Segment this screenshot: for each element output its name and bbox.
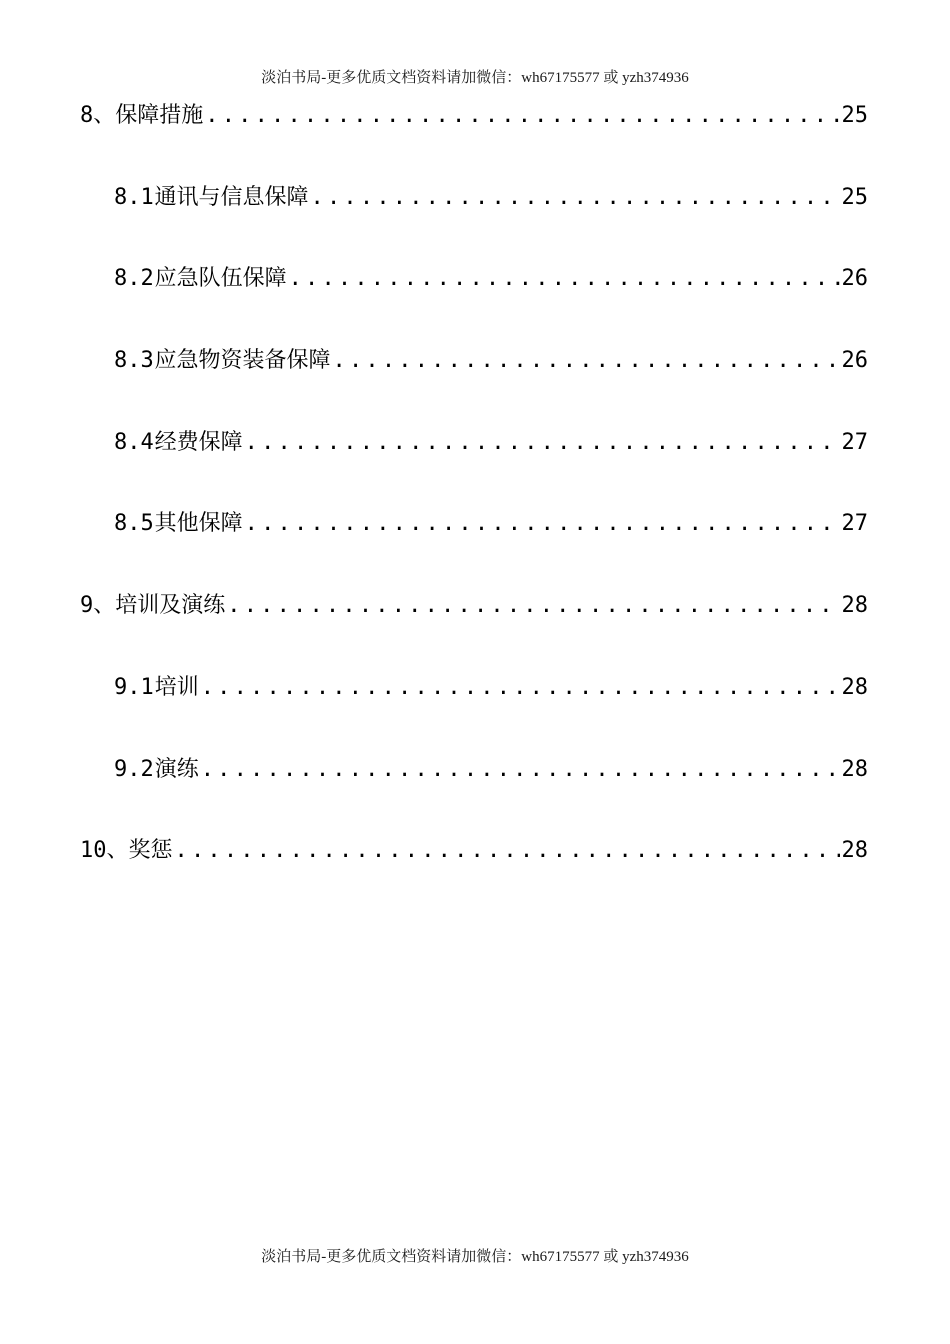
toc-entry-page-number: 25 <box>841 184 868 210</box>
toc-entry-title: 通讯与信息保障 <box>154 184 309 210</box>
dot-leader <box>311 185 840 210</box>
toc-entry-number: 10、 <box>80 838 129 864</box>
dot-leader <box>175 838 840 863</box>
toc-entry[interactable] <box>80 588 868 670</box>
toc-entry[interactable] <box>80 261 868 343</box>
toc-entry-page-number: 27 <box>841 511 868 537</box>
toc-entry-number: 9.1 <box>114 674 154 700</box>
toc-entry-number: 9.2 <box>114 756 154 782</box>
toc-entry-number: 8.3 <box>114 348 154 374</box>
toc-entry-title: 奖惩 <box>128 838 173 864</box>
toc-entry-page-number: 28 <box>841 838 868 864</box>
toc-entry-number: 8.5 <box>114 511 154 537</box>
toc-entry-number: 9、 <box>80 593 116 619</box>
toc-entry-number: 8.2 <box>114 266 154 292</box>
toc-entry[interactable] <box>80 670 868 752</box>
dot-leader <box>227 593 839 618</box>
toc-entry[interactable] <box>80 752 868 834</box>
dot-leader <box>245 430 840 455</box>
page-footer: 淡泊书局-更多优质文档资料请加微信：wh67175577 或 yzh374936 <box>261 1249 689 1265</box>
toc-entry[interactable] <box>80 98 868 180</box>
toc-entry[interactable] <box>80 506 868 588</box>
dot-leader <box>289 266 840 291</box>
toc-entry[interactable] <box>80 180 868 262</box>
toc-entry-title: 培训 <box>154 674 199 700</box>
toc-entry[interactable] <box>80 343 868 425</box>
dot-leader <box>201 675 840 700</box>
dot-leader <box>333 348 840 373</box>
table-of-contents <box>80 98 868 915</box>
dot-leader <box>205 103 839 128</box>
toc-entry-page-number: 25 <box>841 103 868 128</box>
toc-entry-title: 应急队伍保障 <box>154 266 287 292</box>
toc-entry-page-number: 28 <box>841 593 868 619</box>
toc-entry-title: 经费保障 <box>154 429 243 455</box>
toc-entry-number: 8、 <box>80 103 116 128</box>
toc-entry-title: 演练 <box>154 756 199 782</box>
toc-entry-page-number: 28 <box>841 756 868 782</box>
toc-entry-number: 8.4 <box>114 429 154 455</box>
toc-entry-title: 其他保障 <box>154 511 243 537</box>
dot-leader <box>201 757 840 782</box>
toc-entry-title: 保障措施 <box>115 103 204 128</box>
page-header: 淡泊书局-更多优质文档资料请加微信：wh67175577 或 yzh374936 <box>261 70 689 86</box>
toc-entry-page-number: 26 <box>841 266 868 292</box>
toc-entry-title: 应急物资装备保障 <box>154 348 331 374</box>
toc-entry[interactable] <box>80 425 868 507</box>
dot-leader <box>245 511 840 536</box>
toc-entry-number: 8.1 <box>114 184 154 210</box>
toc-entry[interactable] <box>80 833 868 915</box>
toc-entry-page-number: 27 <box>841 429 868 455</box>
toc-entry-page-number: 26 <box>841 348 868 374</box>
toc-entry-title: 培训及演练 <box>115 593 226 619</box>
toc-entry-page-number: 28 <box>841 674 868 700</box>
